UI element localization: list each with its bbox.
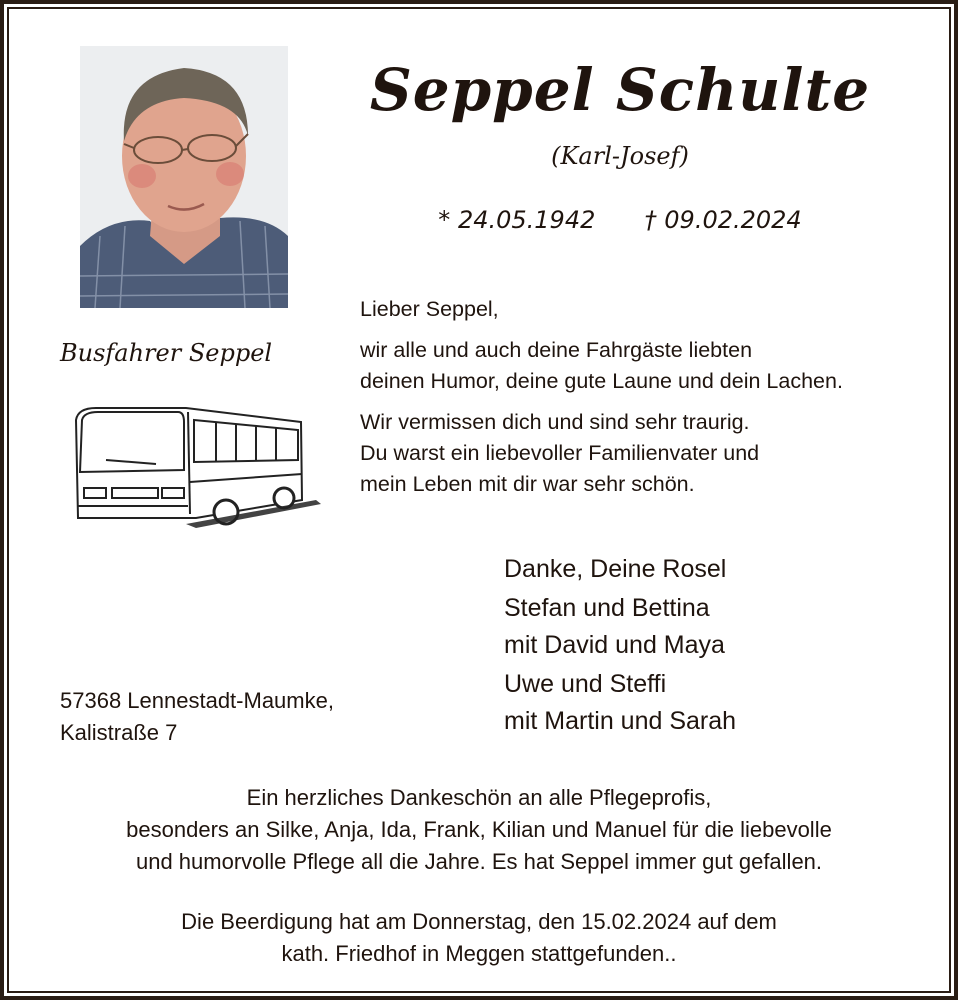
family-group-1: Stefan und Bettina mit David und Maya	[504, 594, 725, 659]
address-line-1: 57368 Lennestadt-Maumke,	[60, 688, 334, 713]
life-dates	[360, 203, 880, 237]
address-line-2: Kalistraße 7	[60, 720, 178, 745]
funeral-info: Die Beerdigung hat am Donnerstag, den 15.02.2024 auf dem kath. Friedhof in Meggen stattgefunden..	[181, 909, 777, 966]
death-date: 09.02.2024	[664, 206, 802, 234]
bus-drawing	[66, 400, 326, 540]
spouse-signature: Danke, Deine Rosel	[504, 555, 727, 583]
birth-date: 24.05.1942	[457, 206, 596, 234]
deceased-name: Seppel Schulte	[369, 56, 871, 124]
thanks-caregivers: Ein herzliches Dankeschön an alle Pflegeprofis, besonders an Silke, Anja, Ida, Frank, Kilian und Manuel für die liebevolle und humorvolle Pflege all die Jahre. Es hat Seppel immer gut gefallen.	[126, 785, 832, 874]
birth-symbol: *	[438, 206, 451, 234]
cross-icon: †	[644, 206, 657, 234]
letter-paragraph-1: wir alle und auch deine Fahrgäste liebten deinen Humor, deine gute Laune und dein Lachen.	[360, 338, 843, 393]
address	[60, 685, 440, 749]
letter-paragraph-2: Wir vermissen dich und sind sehr traurig. Du warst ein liebevoller Familienvater und mein Leben mit dir war sehr schön.	[360, 410, 760, 496]
bus-driver-caption: Busfahrer Seppel	[60, 339, 273, 367]
personal-letter	[360, 294, 940, 510]
family-signatures	[504, 551, 924, 742]
given-name: (Karl-Josef)	[551, 142, 689, 170]
portrait-photo	[80, 46, 288, 308]
letter-greeting: Lieber Seppel,	[360, 297, 499, 321]
family-group-2: Uwe und Steffi mit Martin und Sarah	[504, 670, 737, 735]
